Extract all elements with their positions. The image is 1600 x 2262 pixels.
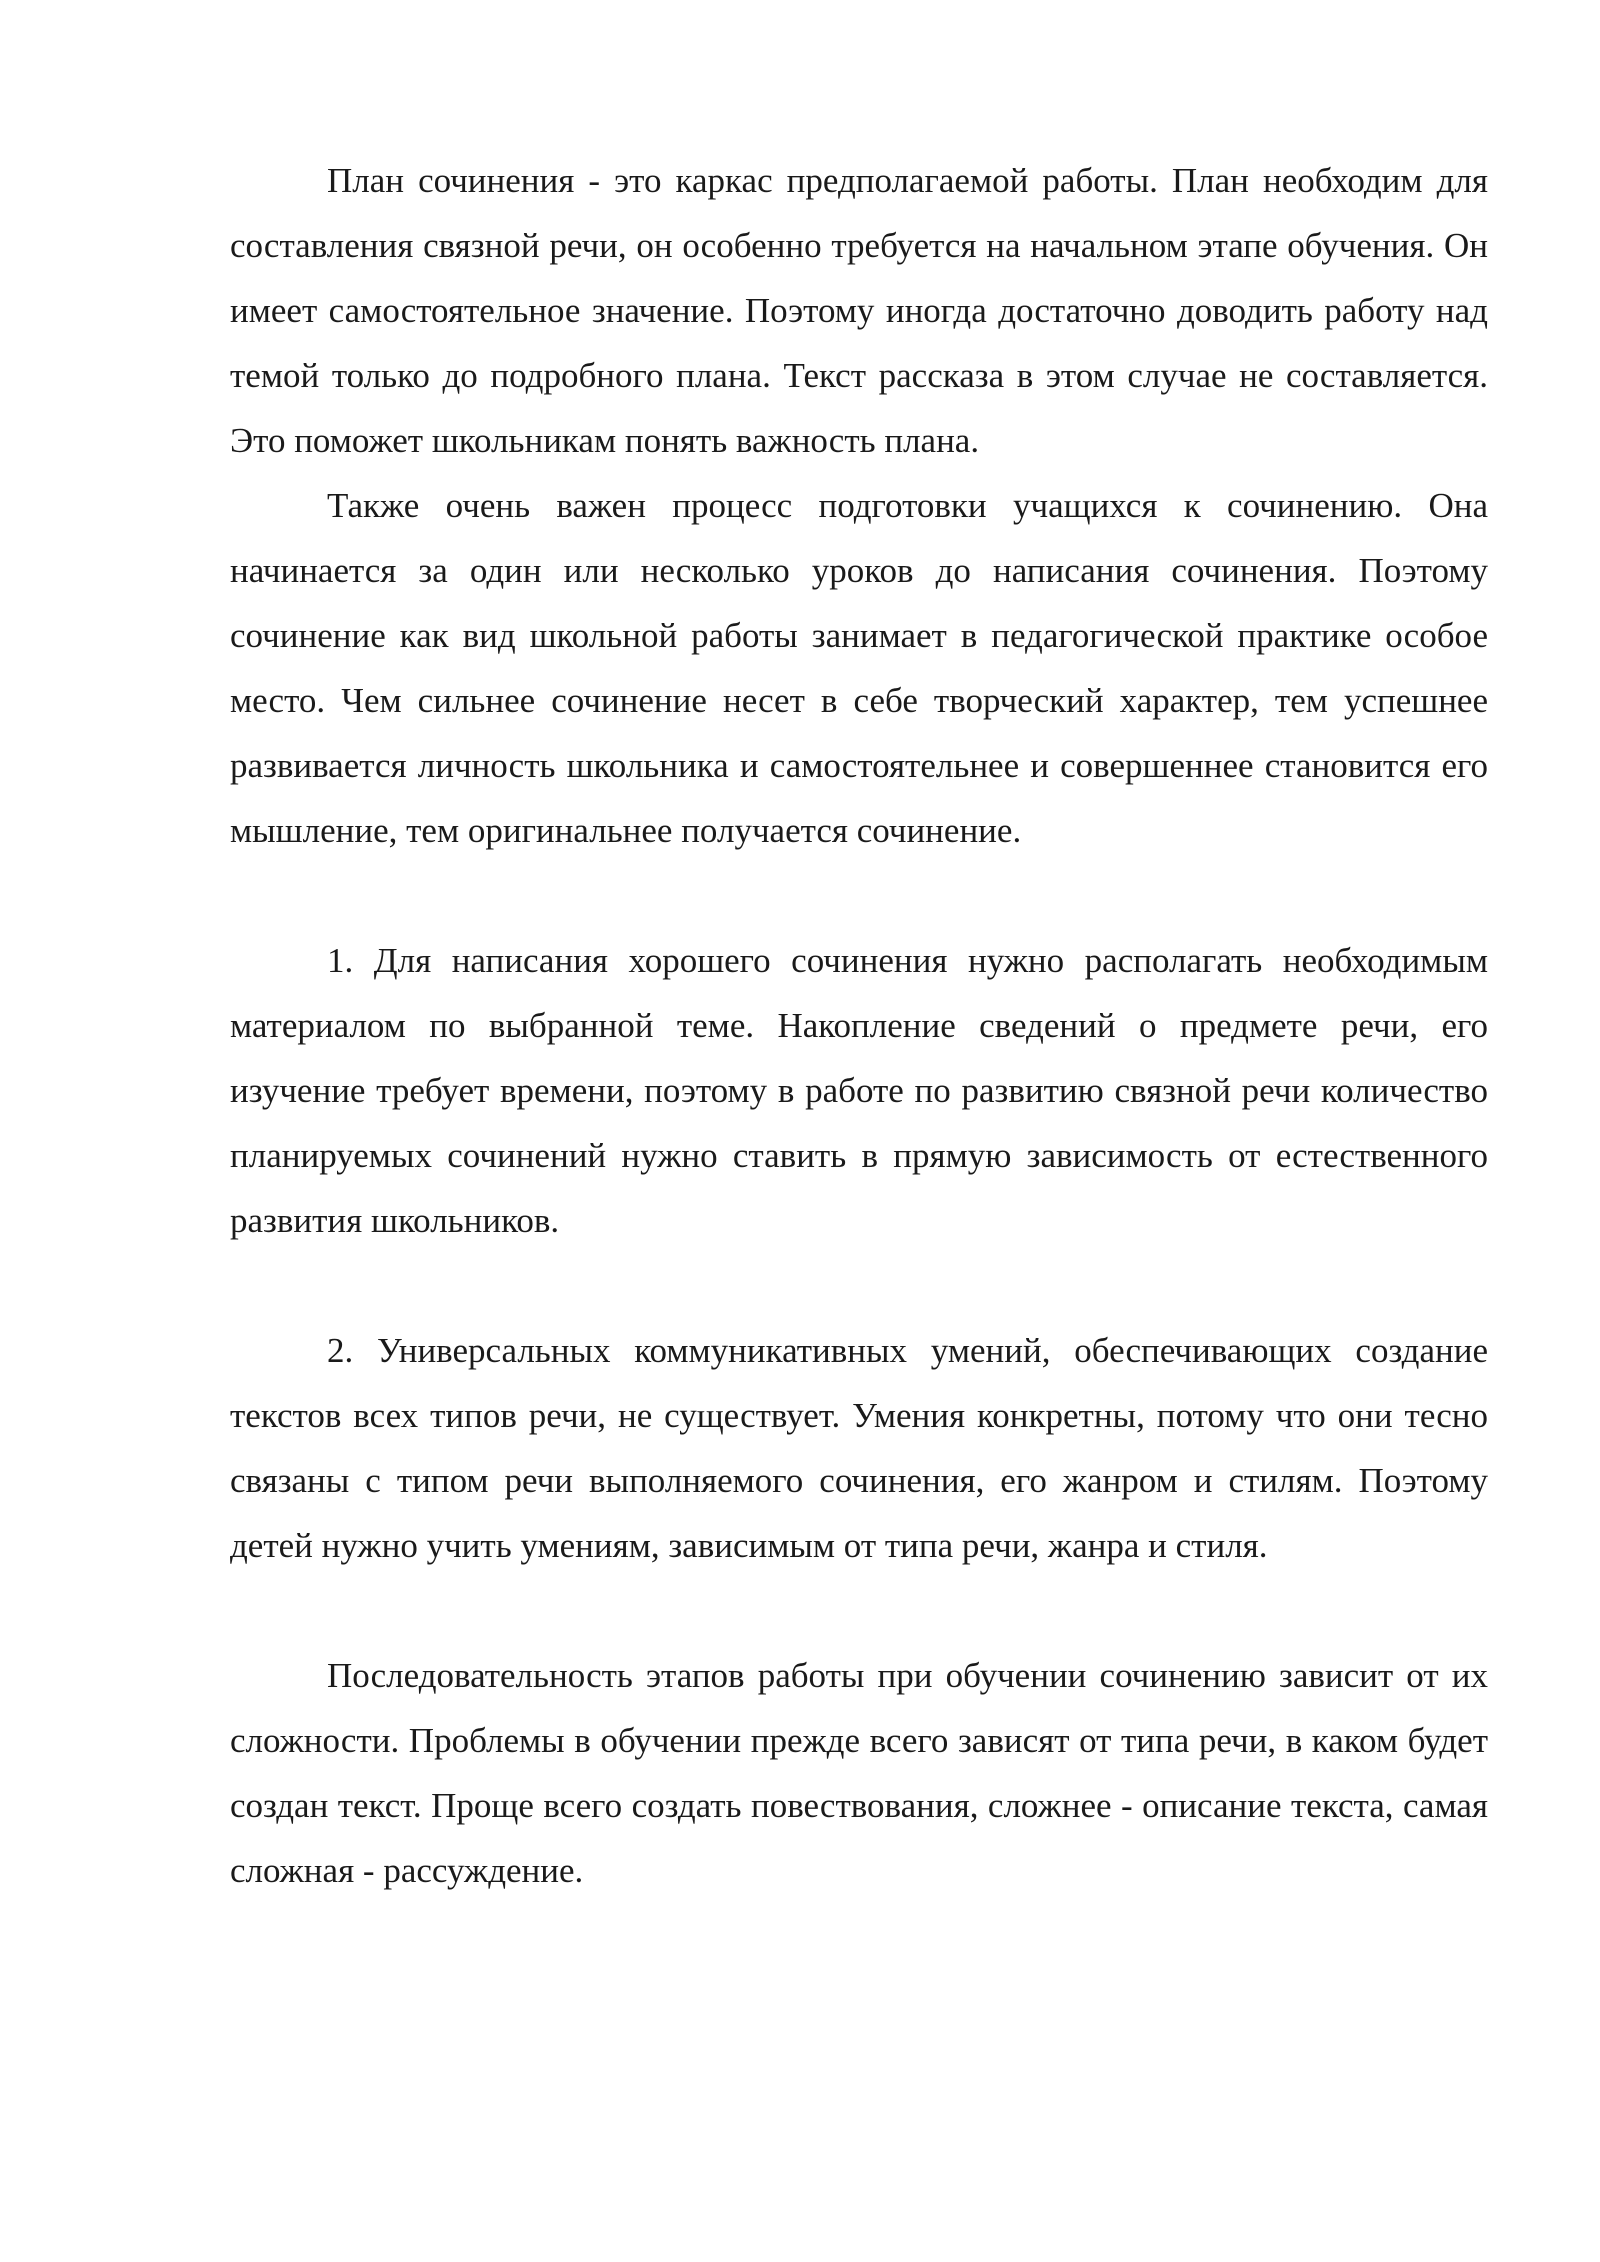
paragraph-sequence: Последовательность этапов работы при обучении сочинению зависит от их сложности. Проблемы в обучении прежде всего зависят от типа речи, в каком будет создан текст. Проще всего создать повествования, сложнее - описание текста, самая сложная - рассуждение. <box>230 1656 1488 1890</box>
paragraph-preparation: Также очень важен процесс подготовки учащихся к сочинению. Она начинается за один или несколько уроков до написания сочинения. Поэтому сочинение как вид школьной работы занимает в педагогической практике особое место. Чем сильнее сочинение несет в себе творческий характер, тем успешнее развивается личность школьника и самостоятельнее и совершеннее становится его мышление, тем оригинальнее получается сочинение. <box>230 486 1488 850</box>
paragraph-point-1: 1. Для написания хорошего сочинения нужно располагать необходимым материалом по выбранной теме. Накопление сведений о предмете речи, его изучение требует времени, поэтому в работе по развитию связной речи количество планируемых сочинений нужно ставить в прямую зависимость от естественного развития школьников. <box>230 941 1488 1240</box>
paragraph-plan: План сочинения - это каркас предполагаемой работы. План необходим для составления связной речи, он особенно требуется на начальном этапе обучения. Он имеет самостоятельное значение. Поэтому иногда достаточно доводить работу над темой только до подробного плана. Текст рассказа в этом случае не составляется. Это поможет школьникам понять важность плана. <box>230 161 1488 460</box>
paragraph-point-2: 2. Универсальных коммуникативных умений, обеспечивающих создание текстов всех типов речи, не существует. Умения конкретны, потому что они тесно связаны с типом речи выполняемого сочинения, его жанром и стилям. Поэтому детей нужно учить умениям, зависимым от типа речи, жанра и стиля. <box>230 1331 1488 1565</box>
document-body <box>230 148 1488 1903</box>
